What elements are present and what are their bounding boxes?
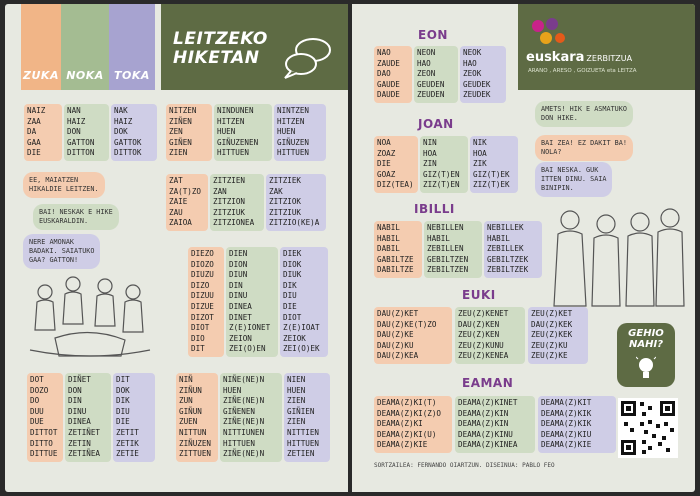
b4-toka: DIEK DIOK DIUK DIK DIU DIE DIOT Z(E)IOAT ZEIOK ZEI(O)EK (280, 247, 328, 357)
toka-label: TOKA (114, 69, 150, 82)
logo-panel (518, 4, 695, 90)
speech-bubble-3: NERE AMONAK BADAKI. SAIATUKO GAA? GATTON! (23, 234, 100, 269)
zuka-label: ZUKA (23, 69, 59, 82)
eaman-title: EAMAN (462, 376, 514, 390)
eon-col3: NEOK HAO ZEOK GEUDEK ZEUDEK (460, 46, 506, 103)
speech-bubbles-icon (283, 34, 333, 80)
b1-toka: NAK HAIZ DOK GATTOK DITTOK (111, 104, 157, 161)
speech-bubble-1: EE, MAIATZEN HIKALDIE LEITZEN. (23, 172, 105, 198)
eon-title: EON (418, 28, 448, 42)
b2-zuka: NITZEN ZIÑEN ZEN GIÑEN ZIEN (166, 104, 212, 161)
noka-band (61, 4, 109, 90)
b2-toka: NINTZEN HITZEN HUEN GIÑUZEN HITTUEN (274, 104, 326, 161)
more-info-box[interactable] (617, 323, 675, 387)
euki-title: EUKI (462, 288, 496, 302)
title-panel (161, 4, 348, 90)
euki-col2: ZEU(Z)KENET DAU(Z)KEN ZEU(Z)KEN ZEU(Z)KUNU ZEU(Z)KENEA (455, 307, 525, 364)
toka-band (109, 4, 155, 90)
logo-wordmark: euskara ZERBITZUA (526, 50, 633, 65)
euki-col1: DAU(Z)KET DAU(Z)KE(T)ZO DAU(Z)KE DAU(Z)KU DAU(Z)KEA (374, 307, 452, 364)
joan-col3: NIK HOA ZIK GIZ(T)EK ZIZ(T)EK (470, 136, 518, 193)
b1-noka: NAN HAIZ DON GATTON DITTON (64, 104, 109, 161)
b5-zuka: DOT DOZO DO DUU DUE DITTOT DITTO DITTUE (27, 373, 63, 462)
speech-bubble-r2: BAI ZEA! EZ DAKIT BA! NOLA? (535, 135, 633, 161)
left-page (5, 4, 348, 492)
b2-noka: NINDUNEN HITZEN HUEN GIÑUZENEN HITTUEN (214, 104, 272, 161)
eaman-col3: DEAMA(Z)KIT DEAMA(Z)KIK DEAMA(Z)KIK DEAMA(Z)KIU DEAMA(Z)KIE (538, 396, 616, 453)
noka-label: NOKA (66, 69, 104, 82)
euskara-logo-icon (528, 16, 568, 50)
more-info-label: GEHIO NAHI? (628, 328, 664, 350)
b6-toka: NIEN HUEN ZIEN GIÑIEN ZIEN NITTIEN HITTUEN ZETIEN (284, 373, 330, 462)
zuka-band (21, 4, 61, 90)
eon-col2: NEON HAO ZEON GEUDEN ZEUDEN (414, 46, 458, 103)
ibilli-col3: NEBILLEK HABIL ZEBILLEK GEBILTZEK ZEBILTZEK (484, 221, 542, 278)
speech-bubble-r3: BAI NESKA. GUK ITTEN DINU. SAIA BINIPIN. (535, 162, 612, 197)
b3-toka: ZITZIEK ZAK ZITZIOK ZITZIUK ZITZIO(KE)A (266, 174, 326, 231)
speech-bubble-r1: AMETS! HIK E ASMATUKO DON HIKE. (535, 101, 633, 127)
b5-toka: DIT DOK DIK DIU DIE ZETIT ZETIK ZETIE (113, 373, 155, 462)
b4-zuka: DIEZO DIOZO DIUZU DIZO DIZUU DIZUE DIZOT DIOT DIO DIT (188, 247, 224, 357)
logo-subtitle: ARANO , ARESO , GOIZUETA eta LEITZA (528, 68, 637, 74)
joan-title: JOAN (418, 117, 454, 131)
friends-standing-illustration (548, 200, 688, 308)
ibilli-col1: NABIL HABIL DABIL GABILTZE DABILTZE (374, 221, 422, 278)
qr-code-icon[interactable] (618, 398, 678, 458)
speech-bubble-2: BAI! NESKAK E HIKE EUSKARALDIN. (33, 204, 119, 230)
page-title: LEITZEKO HIKETAN (173, 29, 268, 68)
group-sitting-illustration (25, 270, 155, 362)
b1-zuka: NAIZ ZAA DA GAA DIE (24, 104, 62, 161)
b5-noka: DIÑET DON DIN DINU DINEA ZETIÑET ZETIN ZETIÑEA (65, 373, 111, 462)
b3-zuka: ZAT ZA(T)ZO ZAIE ZAU ZAIOA (166, 174, 208, 231)
euki-col3: ZEU(Z)KET DAU(Z)KEK ZEU(Z)KEK ZEU(Z)KU ZEU(Z)KE (528, 307, 588, 364)
credits: SORTZAILEA: FERNANDO OIARTZUN. DISEINUA: PABLO FEO (374, 462, 555, 469)
eaman-col2: DEAMA(Z)KINET DEAMA(Z)KIN DEAMA(Z)KIN DEAMA(Z)KINU DEAMA(Z)KINEA (455, 396, 535, 453)
eon-col1: NAO ZAUDE DAO GAUDE DAUDE (374, 46, 412, 103)
ibilli-col2: NEBILLEN HABIL ZEBILLEN GEBILTZEN ZEBILTZEN (424, 221, 482, 278)
b6-zuka: NIÑ ZIÑUN ZUN GIÑUN ZUEN NITTUN ZIÑUZEN ZITTUEN (176, 373, 218, 462)
right-page (352, 4, 695, 492)
ibilli-title: IBILLI (414, 202, 455, 216)
lightbulb-icon (636, 355, 656, 383)
b4-noka: DIEN DION DIUN DIN DINU DINEA DINET Z(E)IONET ZEION ZEI(O)EN (226, 247, 278, 357)
joan-col2: NIN HOA ZIN GIZ(T)EN ZIZ(T)EN (420, 136, 468, 193)
joan-col1: NOA ZOAZ DIE GOAZ DIZ(TEA) (374, 136, 418, 193)
eaman-col1: DEAMA(Z)KI(T) DEAMA(Z)KI(Z)O DEAMA(Z)KI DEAMA(Z)KI(U) DEAMA(Z)KIE (374, 396, 452, 453)
b6-noka: NIÑE(NE)N HUEN ZIÑE(NE)N GIÑENEN ZIÑE(NE)N NITTIUNEN HITTUEN ZIÑE(NE)N (220, 373, 282, 462)
b3-noka: ZITZIEN ZAN ZITZION ZITZIUK ZITZIONEA (210, 174, 264, 231)
